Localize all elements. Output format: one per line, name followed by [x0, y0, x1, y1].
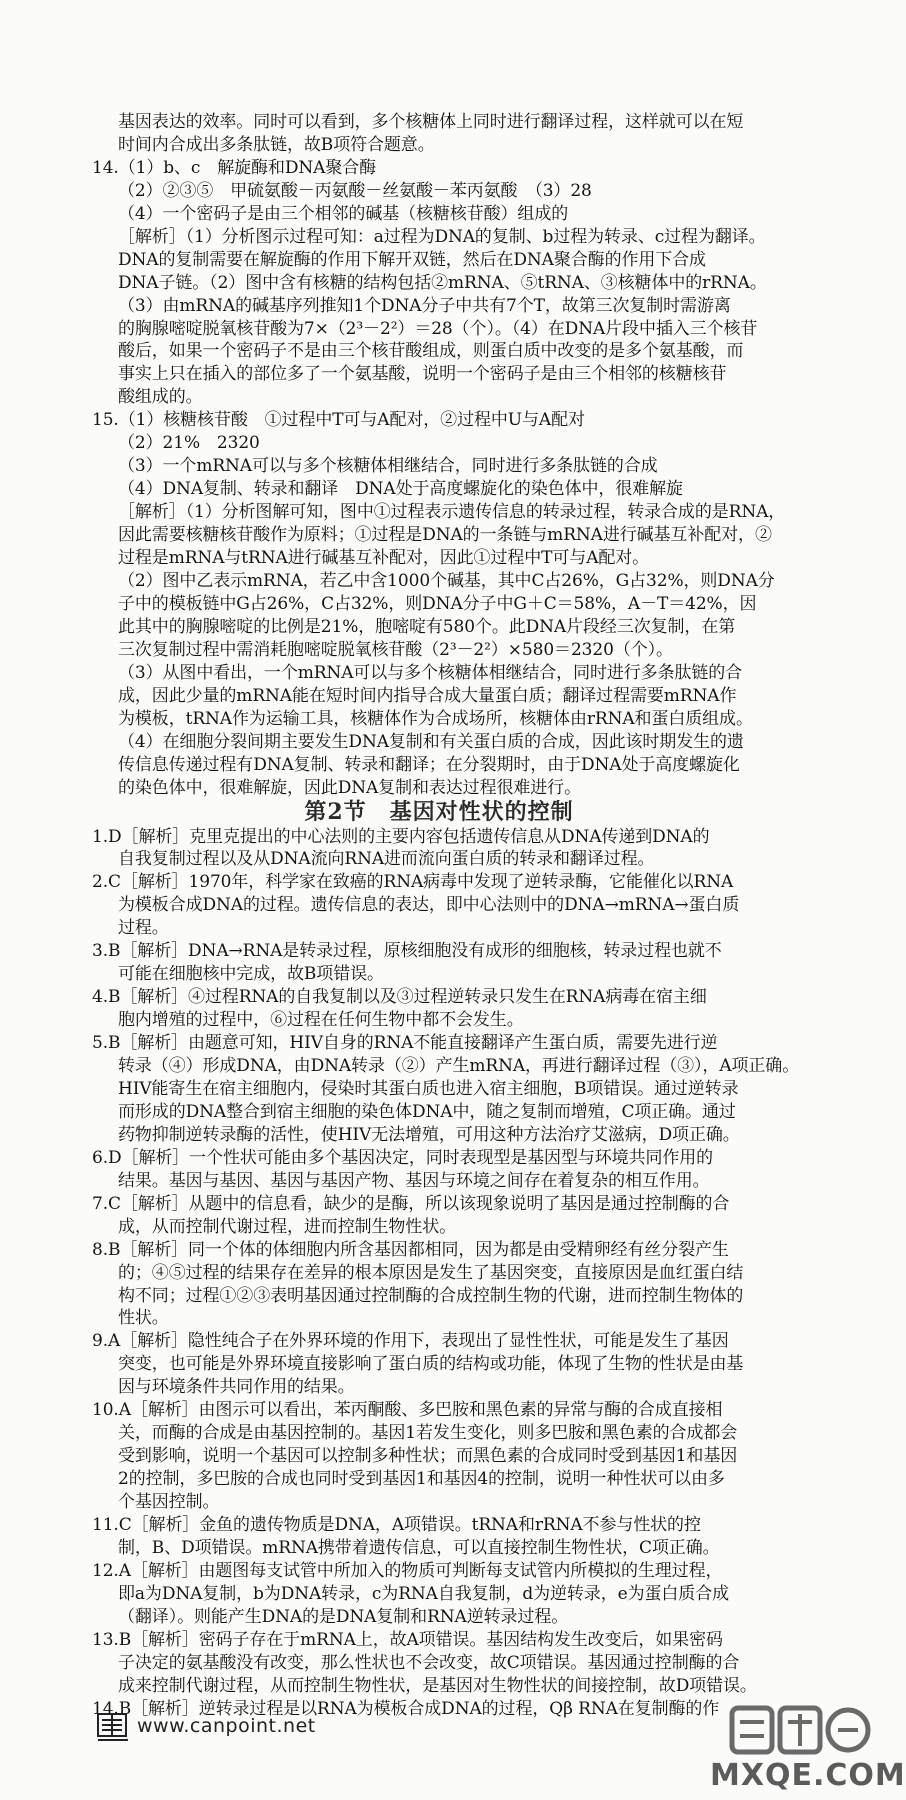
watermark-text: MXQE.COM	[710, 1758, 906, 1793]
text-line: 的胸腺嘧啶脱氧核苷酸为7×（2³－2²）＝28（个）。（4）在DNA片段中插入三个核苷	[118, 319, 758, 339]
text-line: 9.A［解析］隐性纯合子在外界环境的作用下，表现出了显性性状，可能是发生了基因	[92, 1331, 729, 1351]
text-line: （4）在细胞分裂间期主要发生DNA复制和有关蛋白质的合成，因此该时期发生的遗	[118, 732, 744, 752]
footer-url: www.canpoint.net	[137, 1715, 316, 1737]
text-line: 因此需要核糖核苷酸作为原料；①过程是DNA的一条链与mRNA进行碱基互补配对，②	[118, 525, 772, 545]
text-line: 成来控制代谢过程，从而控制生物性状，是基因对生物性状的间接控制，故D项错误。	[118, 1676, 757, 1696]
text-line: 过程。	[118, 918, 169, 938]
text-line: （2）图中乙表示mRNA，若乙中含1000个碱基，其中C占26%，G占32%，则DNA分	[118, 571, 775, 591]
text-line: 关，而酶的合成是由基因控制的。基因1若发生变化，则多巴胺和黑色素的合成都会	[118, 1423, 738, 1443]
text-line: 为模板合成DNA的过程。遗传信息的表达，即中心法则中的DNA→mRNA→蛋白质	[118, 895, 740, 915]
text-line: 8.B［解析］同一个体的体细胞内所含基因都相同，因为都是由受精卵经有丝分裂产生	[92, 1240, 729, 1260]
text-line: 14.（1）b、c 解旋酶和DNA聚合酶	[92, 158, 377, 178]
text-line: 13.B［解析］密码子存在于mRNA上，故A项错误。基因结构发生改变后，如果密码	[92, 1630, 723, 1650]
text-line: 成，因此少量的mRNA能在短时间内指导合成大量蛋白质；翻译过程需要mRNA作	[118, 686, 737, 706]
watermark	[710, 1698, 906, 1800]
text-line: 而形成的DNA整合到宿主细胞的染色体DNA中，随之复制而增殖，C项正确。通过	[118, 1102, 736, 1122]
text-line: 15.（1）核糖核苷酸 ①过程中T可与A配对，②过程中U与A配对	[92, 410, 585, 430]
text-line: DNA子链。（2）图中含有核糖的结构包括②mRNA、⑤tRNA、③核糖体中的rRNA。	[118, 273, 767, 293]
text-line: 过程是mRNA与tRNA进行碱基互补配对，因此①过程中T可与A配对。	[118, 548, 650, 568]
text-line: 此其中的胸腺嘧啶的比例是21%，胞嘧啶有580个。此DNA片段经三次复制，在第	[118, 617, 736, 637]
text-line: 三次复制过程中需消耗胞嘧啶脱氧核苷酸（2³－2²）×580＝2320（个）。	[118, 640, 673, 660]
text-line: 制，B、D项错误。mRNA携带着遗传信息，可以直接控制生物性状，C项正确。	[118, 1538, 720, 1558]
text-line: 基因表达的效率。同时可以看到，多个核糖体上同时进行翻译过程，这样就可以在短	[118, 112, 744, 132]
text-line: 受到影响，说明一个基因可以控制多种性状；而黑色素的合成同时受到基因1和基因	[118, 1446, 738, 1466]
text-line: 10.A［解析］由图示可以看出，苯丙酮酸、多巴胺和黑色素的异常与酶的合成直接相	[92, 1400, 723, 1420]
text-line: 成，从而控制代谢过程，进而控制生物性状。	[118, 1217, 456, 1237]
text-line: 个基因控制。	[118, 1492, 220, 1512]
text-line: 因与环境条件共同作用的结果。	[118, 1377, 355, 1397]
text-line: 性状。	[118, 1308, 169, 1328]
text-line: 7.C［解析］从题中的信息看，缺少的是酶，所以该现象说明了基因是通过控制酶的合	[92, 1194, 730, 1214]
text-line: （3）从图中看出，一个mRNA可以与多个核糖体相继结合，同时进行多条肽链的合	[118, 663, 743, 683]
text-line: 突变，也可能是外界环境直接影响了蛋白质的结构或功能，体现了生物的性状是由基	[118, 1354, 744, 1374]
text-line: 事实上只在插入的部位多了一个氨基酸，说明一个密码子是由三个相邻的核糖核苷	[118, 364, 727, 384]
text-line: 1.D［解析］克里克提出的中心法则的主要内容包括遗传信息从DNA传递到DNA的	[92, 827, 710, 847]
watermark-logo-icon	[730, 1702, 870, 1758]
text-line: 酸组成的。	[118, 387, 203, 407]
text-line: 2.C［解析］1970年，科学家在致癌的RNA病毒中发现了逆转录酶，它能催化以RNA	[92, 872, 734, 892]
text-line: （3）一个mRNA可以与多个核糖体相继结合，同时进行多条肽链的合成	[118, 456, 658, 476]
text-line: （4）一个密码子是由三个相邻的碱基（核糖核苷酸）组成的	[118, 204, 569, 224]
text-line: 构不同；过程①②③表明基因通过控制酶的合成控制生物的代谢，进而控制生物体的	[118, 1286, 744, 1306]
text-line: 2的控制，多巴胺的合成也同时受到基因1和基因4的控制，说明一种性状可以由多	[118, 1469, 725, 1489]
text-line: 4.B［解析］④过程RNA的自我复制以及③过程逆转录只发生在RNA病毒在宿主细	[92, 987, 707, 1007]
text-line: （4）DNA复制、转录和翻译 DNA处于高度螺旋化的染色体中，很难解旋	[118, 479, 683, 499]
text-line: 胞内增殖的过程中，⑥过程在任何生物中都不会发生。	[118, 1010, 524, 1030]
text-line: 11.C［解析］金鱼的遗传物质是DNA，A项错误。tRNA和rRNA不参与性状的控	[92, 1515, 701, 1535]
text-line: 传信息传递过程有DNA复制、转录和翻译；在分裂期时，由于DNA处于高度螺旋化	[118, 755, 740, 775]
text-line: 12.A［解析］由题图每支试管中所加入的物质可判断每支试管内所模拟的生理过程，	[92, 1561, 723, 1581]
text-line: 3.B［解析］DNA→RNA是转录过程，原核细胞没有成形的细胞核，转录过程也就不	[92, 941, 722, 961]
text-line: 的；④⑤过程的结果存在差异的根本原因是发生了基因突变，直接原因是血红蛋白结	[118, 1263, 744, 1283]
text-line: 子中的模板链中G占26%，C占32%，则DNA分子中G＋C＝58%，A－T＝42%，因	[118, 594, 757, 614]
text-line: 结果。基因与基因、基因与基因产物、基因与环境之间存在着复杂的相互作用。	[118, 1171, 710, 1191]
canpoint-logo-icon	[97, 1712, 131, 1742]
text-line: 酸后，如果一个密码子不是由三个核苷酸组成，则蛋白质中改变的是多个氨基酸，而	[118, 341, 744, 361]
text-line: ［解析］（1）分析图示过程可知：a过程为DNA的复制、b过程为转录、c过程为翻译。	[118, 227, 766, 247]
text-line: 即a为DNA复制，b为DNA转录，c为RNA自我复制，d为逆转录，e为蛋白质合成	[118, 1584, 729, 1604]
text-line: 5.B［解析］由题意可知，HIV自身的RNA不能直接翻译产生蛋白质，需要先进行逆	[92, 1033, 718, 1053]
text-line: HIV能寄生在宿主细胞内，侵染时其蛋白质也进入宿主细胞，B项错误。通过逆转录	[118, 1079, 739, 1099]
text-line: 6.D［解析］一个性状可能由多个基因决定，同时表现型是基因型与环境共同作用的	[92, 1148, 714, 1168]
text-line: （翻译）。则能产生DNA的是DNA复制和RNA逆转录过程。	[118, 1607, 569, 1627]
text-line: 的染色体中，很难解旋，因此DNA复制和表达过程很难进行。	[118, 778, 581, 798]
text-line: 转录（④）形成DNA，由DNA转录（②）产生mRNA，再进行翻译过程（③），A项正确。	[118, 1056, 800, 1076]
text-line: 时间内合成出多条肽链，故B项符合题意。	[118, 135, 435, 155]
text-line: DNA的复制需要在解旋酶的作用下解开双链，然后在DNA聚合酶的作用下合成	[118, 250, 706, 270]
text-line: （3）由mRNA的碱基序列推知1个DNA分子中共有7个T，故第三次复制时需游离	[118, 296, 731, 316]
text-line: 可能在细胞核中完成，故B项错误。	[118, 964, 384, 984]
text-line: 为模板，tRNA作为运输工具，核糖体作为合成场所，核糖体由rRNA和蛋白质组成。	[118, 709, 753, 729]
text-line: （2）②③⑤ 甲硫氨酸－丙氨酸－丝氨酸－苯丙氨酸 （3）28	[118, 181, 592, 201]
text-line: 自我复制过程以及从DNA流向RNA进而流向蛋白质的转录和翻译过程。	[118, 849, 655, 869]
section-title: 第2节 基因对性状的控制	[304, 798, 574, 825]
text-line: ［解析］（1）分析图解可知，图中①过程表示遗传信息的转录过程，转录合成的是RNA，	[118, 502, 786, 522]
text-line: 子决定的氨基酸没有改变，那么性状也不会改变，故C项错误。基因通过控制酶的合	[118, 1653, 740, 1673]
text-line: 药物抑制逆转录酶的活性，使HIV无法增殖，可用这种方法治疗艾滋病，D项正确。	[118, 1125, 740, 1145]
text-line: 14.B［解析］逆转录过程是以RNA为模板合成DNA的过程，Qβ RNA在复制酶的作	[92, 1699, 720, 1719]
text-line: （2）21% 2320	[118, 433, 260, 453]
